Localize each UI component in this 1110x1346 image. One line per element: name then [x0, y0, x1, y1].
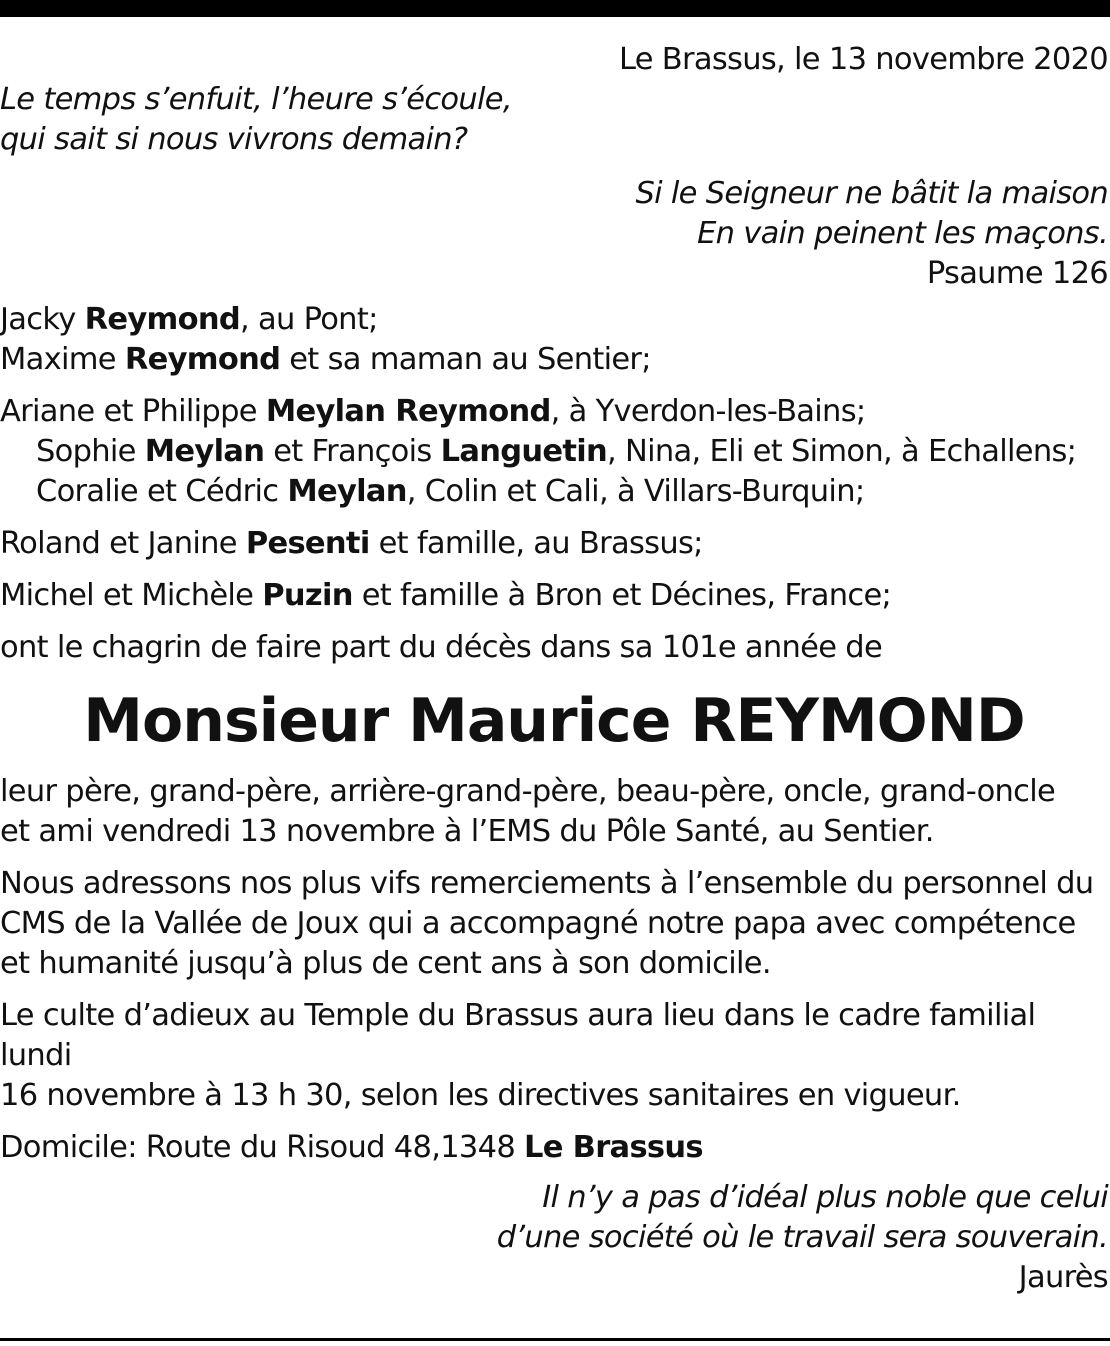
opening-quote-line: qui sait si nous vivrons demain?: [0, 122, 468, 157]
body-paragraph: Nous adressons nos plus vifs remerciements à l’ensemble du personnel du CMS de la Vallée de Joux qui a accompagné notre papa avec compétence et humanité jusqu’à plus de cent ans à son domicile.: [0, 866, 1094, 981]
family-entry: Sophie Meylan et François Languetin, Nina, Eli et Simon, à Echallens;: [36, 434, 1077, 469]
announcement-line: ont le chagrin de faire part du décès dans sa 101e année de: [0, 630, 883, 665]
family-entry: Michel et Michèle Puzin et famille à Bron et Décines, France;: [0, 578, 892, 613]
family-entry: Roland et Janine Pesenti et famille, au Brassus;: [0, 526, 703, 561]
domicile-place: Le Brassus: [524, 1130, 703, 1165]
opening-quote: [0, 80, 1108, 160]
family-surname: Meylan Reymond: [265, 394, 551, 429]
closing-quote: [0, 1178, 1108, 1298]
psalm-quote-line: Si le Seigneur ne bâtit la maison: [635, 176, 1108, 211]
family-surname: Reymond: [124, 342, 281, 377]
family-entry: Ariane et Philippe Meylan Reymond, à Yverdon-les-Bains;: [0, 394, 866, 429]
family-surname: Meylan: [144, 434, 265, 469]
closing-quote-line: Il n’y a pas d’idéal plus noble que celui: [542, 1180, 1108, 1215]
bottom-rule: [0, 1338, 1110, 1341]
opening-quote-line: Le temps s’enfuit, l’heure s’écoule,: [0, 82, 512, 117]
domicile-line: Domicile: Route du Risoud 48,1348 Le Brassus: [0, 1130, 703, 1165]
closing-quote-source: Jaurès: [1018, 1260, 1108, 1295]
top-rule: [0, 0, 1110, 17]
family-surname: Puzin: [262, 578, 353, 613]
family-entry: Coralie et Cédric Meylan, Colin et Cali, à Villars-Burquin;: [36, 474, 865, 509]
deceased-name: Monsieur Maurice REYMOND: [83, 686, 1025, 756]
family-surname: Languetin: [440, 434, 608, 469]
family-surname: Reymond: [84, 302, 241, 337]
date-line: Le Brassus, le 13 novembre 2020: [618, 42, 1108, 77]
body-paragraph: leur père, grand-père, arrière-grand-père, beau-père, oncle, grand-oncle et ami vendredi 13 novembre à l’EMS du Pôle Santé, au Sentier.: [0, 774, 1056, 849]
body-paragraph: Le culte d’adieux au Temple du Brassus aura lieu dans le cadre familial lundi 16 novembre à 13 h 30, selon les directives sanitaires en vigueur.: [0, 998, 1036, 1113]
obituary-notice: [0, 40, 1108, 1298]
psalm-quote: [0, 174, 1108, 294]
family-surname: Pesenti: [245, 526, 370, 561]
closing-quote-line: d’une société où le travail sera souverain.: [496, 1220, 1108, 1255]
psalm-quote-line: En vain peinent les maçons.: [697, 216, 1108, 251]
psalm-source: Psaume 126: [926, 256, 1108, 291]
family-entry: Maxime Reymond et sa maman au Sentier;: [0, 342, 651, 377]
family-entry: Jacky Reymond, au Pont;: [0, 302, 378, 337]
family-surname: Meylan: [287, 474, 407, 509]
